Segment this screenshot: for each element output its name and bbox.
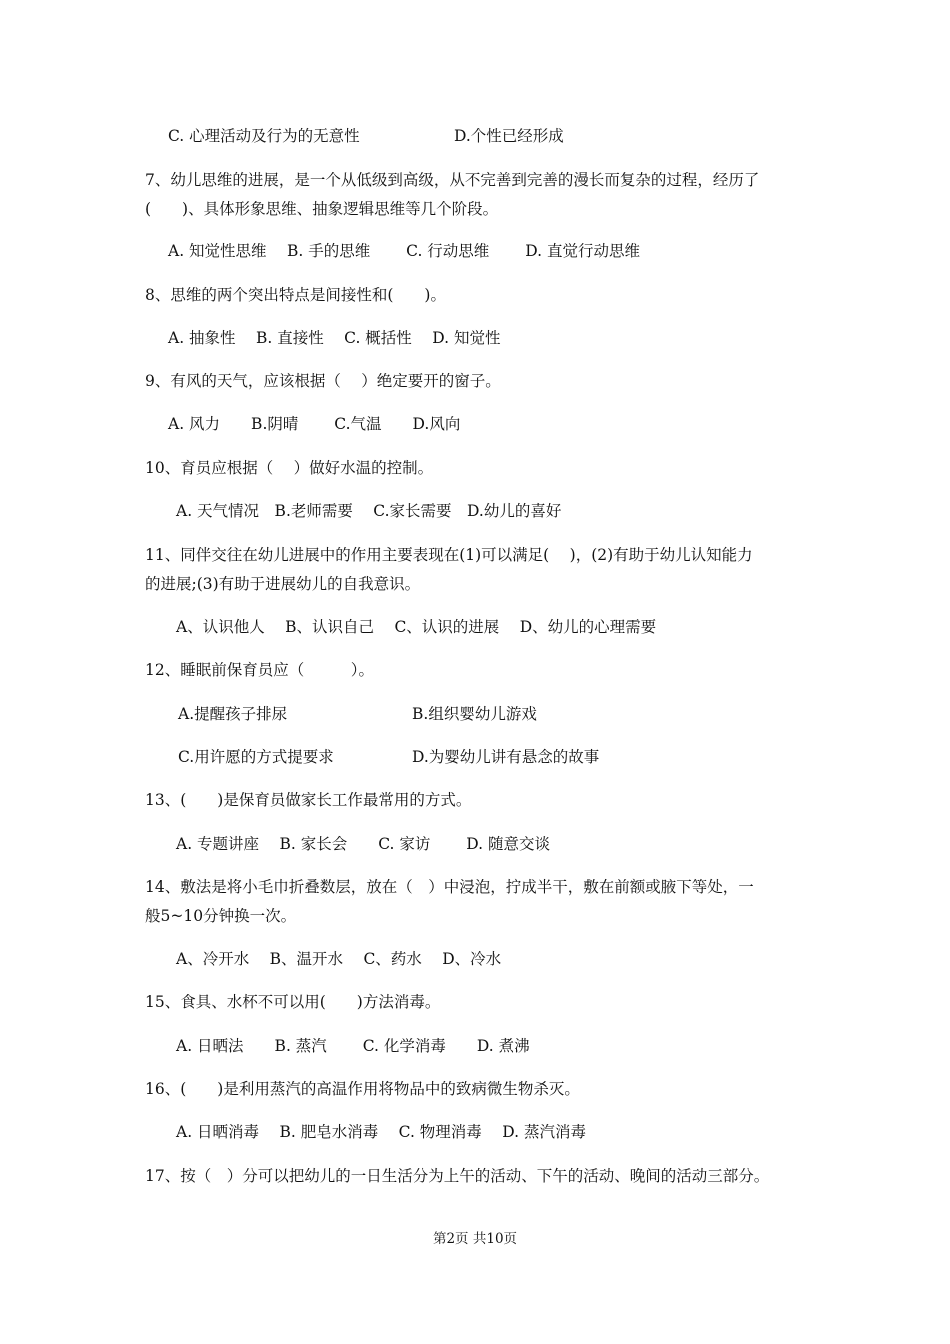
question-13-options: A. 专题讲座 B. 家长会 C. 家访 D. 随意交谈: [176, 835, 551, 853]
question-9-options: A. 风力 B.阴晴 C.气温 D.风向: [168, 415, 461, 433]
question-14-stem: 14、敷法是将小毛巾折叠数层，放在（ ）中浸泡，拧成半干，敷在前额或腋下等处，一: [145, 878, 754, 896]
question-12-option-a: A.提醒孩子排尿: [178, 705, 288, 723]
question-12-stem: 12、睡眠前保育员应（ ）。: [145, 661, 374, 679]
question-9-stem: 9、有风的天气，应该根据（ ）绝定要开的窗子。: [145, 372, 501, 390]
question-6-option-c: C. 心理活动及行为的无意性: [168, 127, 360, 145]
question-7-stem: 7、幼儿思维的进展，是一个从低级到高级，从不完善到完善的漫长而复杂的过程，经历了: [145, 171, 760, 189]
question-12-option-c: C.用许愿的方式提要求: [178, 748, 334, 766]
question-7-options: A. 知觉性思维 B. 手的思维 C. 行动思维 D. 直觉行动思维: [168, 242, 640, 260]
question-12-option-b: B.组织婴幼儿游戏: [412, 705, 537, 723]
question-14-options: A、冷开水 B、温开水 C、药水 D、冷水: [176, 950, 502, 968]
question-16-options: A. 日晒消毒 B. 肥皂水消毒 C. 物理消毒 D. 蒸汽消毒: [176, 1123, 586, 1141]
question-17-stem: 17、按（ ）分可以把幼儿的一日生活分为上午的活动、下午的活动、晚间的活动三部分。: [145, 1167, 770, 1185]
question-11-stem: 11、同伴交往在幼儿进展中的作用主要表现在(1)可以满足( )，(2)有助于幼儿认知能力: [145, 546, 753, 564]
question-13-stem: 13、( )是保育员做家长工作最常用的方式。: [145, 791, 472, 809]
question-8-stem: 8、思维的两个突出特点是间接性和( )。: [145, 286, 446, 304]
question-10-stem: 10、育员应根据（ ）做好水温的控制。: [145, 459, 434, 477]
question-14-stem-continued: 般5~10分钟换一次。: [145, 907, 297, 925]
question-12-option-d: D.为婴幼儿讲有悬念的故事: [412, 748, 600, 766]
question-10-options: A. 天气情况 B.老师需要 C.家长需要 D.幼儿的喜好: [176, 502, 562, 520]
question-15-options: A. 日晒法 B. 蒸汽 C. 化学消毒 D. 煮沸: [176, 1037, 530, 1055]
page-indicator: 第2页 共10页: [432, 1231, 518, 1247]
question-15-stem: 15、食具、水杯不可以用( )方法消毒。: [145, 993, 441, 1011]
question-8-options: A. 抽象性 B. 直接性 C. 概括性 D. 知觉性: [168, 329, 501, 347]
question-11-options: A、认识他人 B、认识自己 C、认识的进展 D、幼儿的心理需要: [176, 618, 657, 636]
question-11-stem-continued: 的进展;(3)有助于进展幼儿的自我意识。: [145, 575, 421, 593]
question-16-stem: 16、( )是利用蒸汽的高温作用将物品中的致病微生物杀灭。: [145, 1080, 580, 1098]
question-6-option-d: D.个性已经形成: [454, 127, 564, 145]
question-7-stem-continued: ( )、具体形象思维、抽象逻辑思维等几个阶段。: [145, 200, 499, 218]
